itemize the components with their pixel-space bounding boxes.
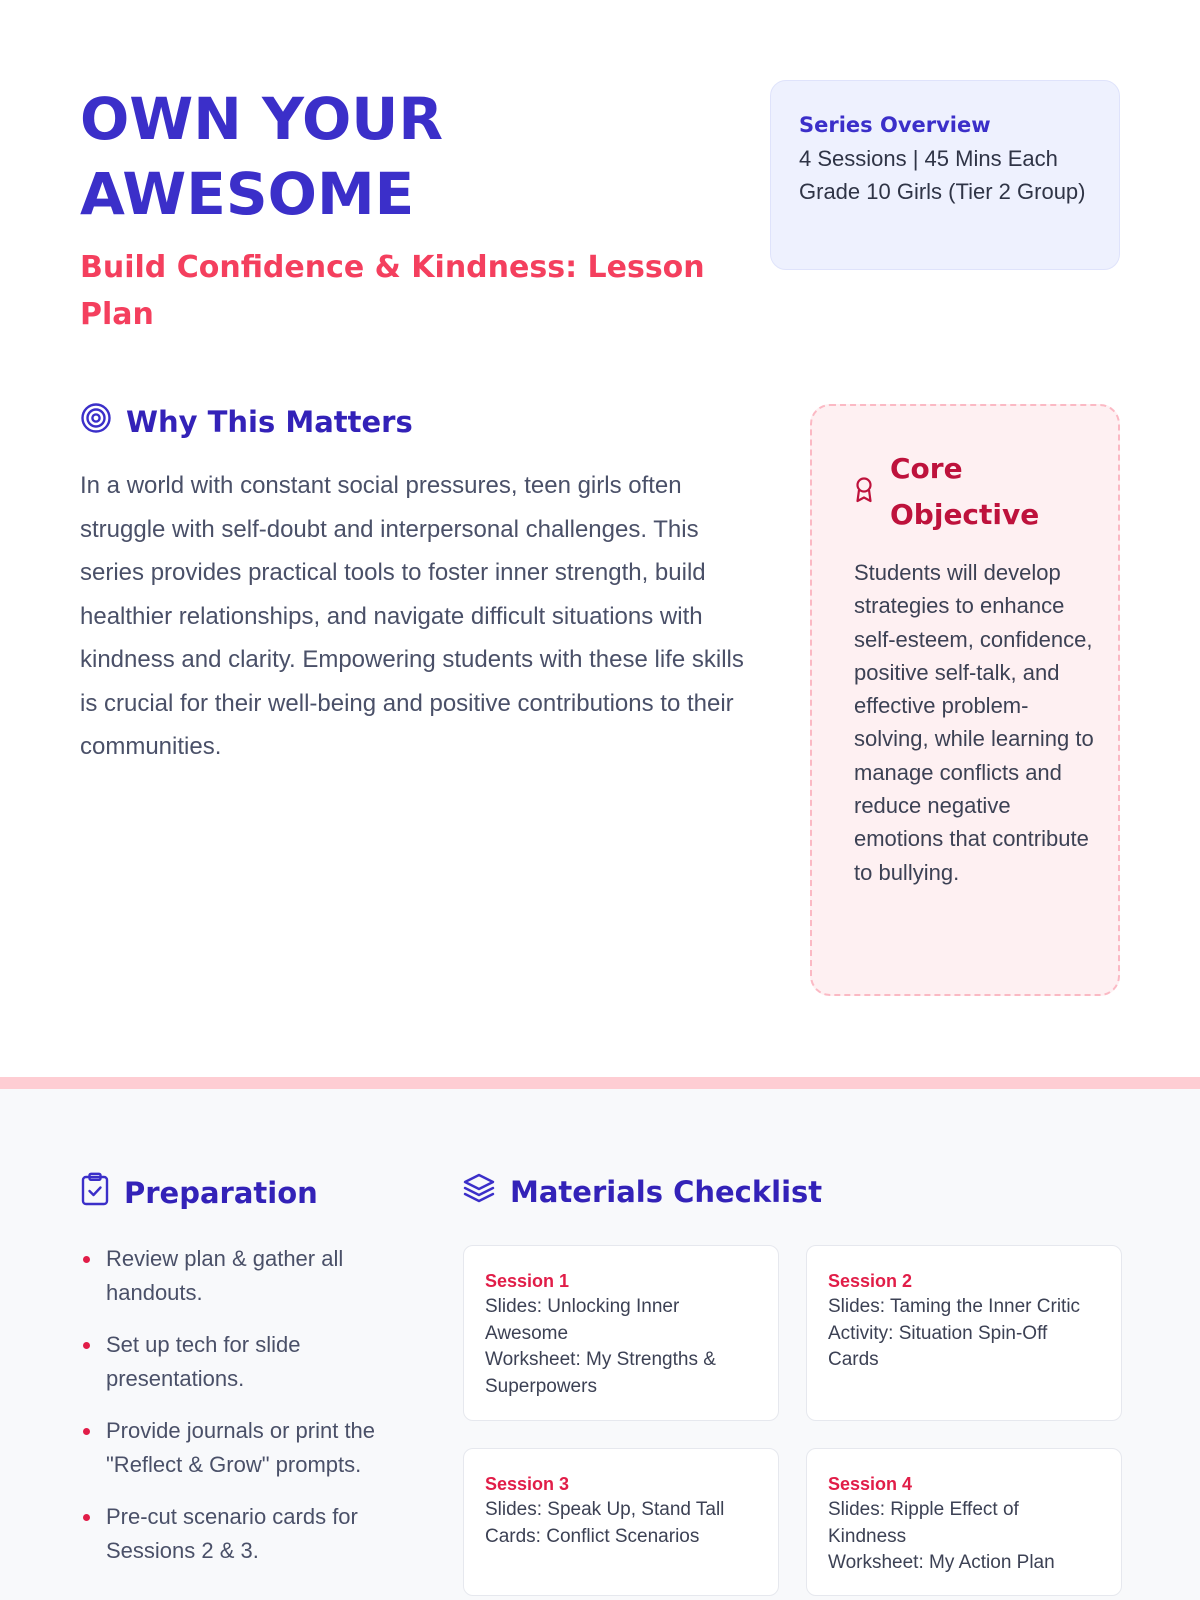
overview-title: Series Overview <box>799 113 991 137</box>
core-heading-label: Core Objective <box>890 452 1040 531</box>
list-item: Review plan & gather all handouts. <box>80 1242 420 1309</box>
session-material: Slides: Ripple Effect of Kindness <box>828 1499 1019 1547</box>
core-body-text: Students will develop strategies to enhance self-esteem, confidence, positive self-talk, and effective problem-solving, while learning to manage conflicts and reduce negative emotions that contribute to bullying. <box>854 560 1094 885</box>
why-heading-label: Why This Matters <box>126 404 413 439</box>
overview-line: Grade 10 Girls (Tier 2 Group) <box>799 179 1086 204</box>
award-icon <box>854 476 874 509</box>
preparation-list <box>80 1242 420 1586</box>
session-material: Activity: Situation Spin-Off Cards <box>828 1322 1048 1370</box>
materials-heading <box>462 1172 822 1211</box>
title-line-2: AWESOME <box>80 160 415 228</box>
session-card-2 <box>806 1245 1122 1421</box>
session-title: Session 4 <box>828 1474 913 1494</box>
page-title <box>80 82 680 232</box>
session-card-1 <box>463 1245 779 1421</box>
materials-heading-label: Materials Checklist <box>510 1174 823 1209</box>
preparation-heading-label: Preparation <box>124 1175 318 1210</box>
section-divider <box>0 1077 1200 1089</box>
list-item: Set up tech for slide presentations. <box>80 1328 420 1395</box>
why-heading <box>80 402 413 441</box>
series-overview-card <box>770 80 1120 270</box>
overview-line: 4 Sessions | 45 Mins Each <box>799 146 1058 171</box>
session-material: Slides: Unlocking Inner Awesome <box>485 1296 680 1344</box>
session-card-3 <box>463 1448 779 1596</box>
core-heading <box>854 446 1088 538</box>
clipboard-check-icon <box>80 1172 110 1213</box>
target-icon <box>80 402 112 441</box>
session-title: Session 1 <box>485 1271 570 1291</box>
preparation-heading <box>80 1172 318 1213</box>
session-material: Cards: Conflict Scenarios <box>485 1525 700 1547</box>
layers-icon <box>462 1172 496 1211</box>
session-title: Session 3 <box>485 1474 570 1494</box>
title-line-1: OWN YOUR <box>80 85 444 153</box>
page-subtitle: Build Confidence & Kindness: Lesson Plan <box>80 250 705 332</box>
session-material: Worksheet: My Strengths & Superpowers <box>485 1349 716 1397</box>
session-card-4 <box>806 1448 1122 1596</box>
session-material: Worksheet: My Action Plan <box>828 1552 1055 1573</box>
session-material: Slides: Speak Up, Stand Tall <box>485 1499 725 1520</box>
core-objective-card <box>810 404 1120 996</box>
session-title: Session 2 <box>828 1271 913 1291</box>
session-material: Slides: Taming the Inner Critic <box>828 1296 1081 1317</box>
list-item: Provide journals or print the "Reflect & Grow" prompts. <box>80 1414 420 1481</box>
list-item: Pre-cut scenario cards for Sessions 2 & 3. <box>80 1500 420 1567</box>
why-body-text: In a world with constant social pressures, teen girls often struggle with self-doubt and interpersonal challenges. This series provides practical tools to foster inner strength, build healthier relationships, and navigate difficult situations with kindness and clarity. Empowering students with these life skills is crucial for their well-being and positive contributions to their communities. <box>80 472 744 760</box>
